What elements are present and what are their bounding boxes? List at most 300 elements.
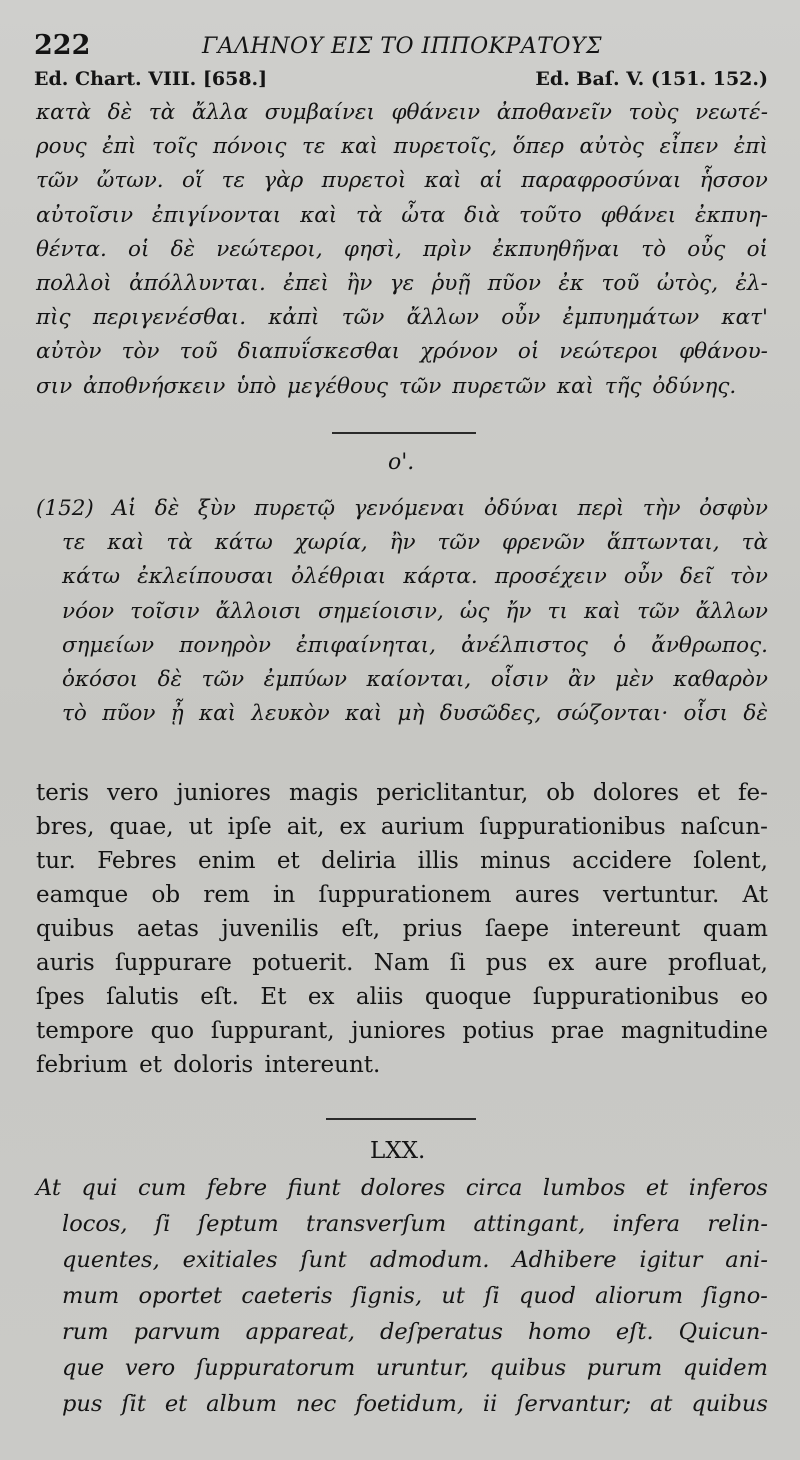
word: φθάνει (600, 202, 677, 228)
word: κἀπὶ (268, 305, 320, 331)
word: rem (203, 882, 250, 908)
word: ſuppurationem (318, 882, 492, 908)
text-line (36, 912, 768, 946)
word: Febres (97, 848, 177, 874)
word: quo (150, 1018, 195, 1044)
word: ſigno- (702, 1283, 768, 1309)
word: juvenilis (221, 916, 319, 942)
word: circa (465, 1175, 523, 1201)
word: auris (36, 950, 95, 976)
word: φρενῶν (501, 530, 585, 556)
word: ſalutis (106, 984, 179, 1010)
word: τὸ (641, 236, 667, 262)
word: οὖν (501, 305, 541, 331)
word: nec (295, 1391, 337, 1417)
word: ſi (449, 950, 466, 976)
word: ἄλλοισι (215, 598, 302, 624)
word: ἄλλα (191, 100, 249, 125)
word: infera (612, 1211, 681, 1237)
word: magnitudine (621, 1018, 768, 1044)
word: ſi (154, 1211, 171, 1237)
word: At (36, 1175, 61, 1201)
word: periclitantur, (376, 780, 529, 806)
word: teris (36, 780, 90, 806)
word: ſuppurationibus (479, 814, 666, 840)
word: ἐμπυημάτων (562, 305, 700, 331)
word: κάτω (62, 564, 121, 590)
text-line (36, 1350, 768, 1386)
word: rum (62, 1319, 109, 1345)
word: ἐμπύων (263, 666, 347, 692)
latin-aphorism (36, 1170, 768, 1422)
word: Αἱ (112, 496, 137, 521)
word: ex (547, 950, 575, 976)
text-line (36, 199, 768, 233)
word: enim (197, 848, 256, 874)
word: caeteris (241, 1283, 333, 1309)
word: dolores (592, 780, 680, 806)
greek-section-number: ο'. (388, 450, 415, 475)
word: ἐπιφαίνηται, (296, 632, 436, 658)
word: τὰ (166, 530, 193, 556)
word: deſperatus (379, 1319, 503, 1345)
word: ἐκλείπουσαι (137, 564, 275, 590)
word: fiunt (287, 1175, 341, 1201)
word: πυρετοὶ (321, 168, 407, 194)
text-line (36, 1278, 768, 1314)
text-line (36, 233, 768, 267)
word: πυρετοῖς, (393, 134, 498, 160)
word: et (645, 1175, 669, 1201)
word: eſt. (200, 984, 239, 1010)
word: ὀσφὺν (699, 496, 768, 521)
word: αἱ (479, 168, 503, 194)
word: quam (702, 916, 768, 942)
edition-references (34, 68, 768, 96)
text-line (36, 980, 768, 1014)
text-line (36, 267, 768, 301)
text-line (36, 878, 768, 912)
word: τοῦ (179, 339, 218, 365)
word: ὡς (459, 598, 490, 624)
word: pus (62, 1391, 103, 1417)
word: τὸ (62, 701, 87, 727)
word: ſi (484, 1283, 500, 1309)
text-line (36, 96, 768, 130)
word: τοὺς (628, 100, 679, 125)
word: ἧσσον (699, 168, 768, 194)
word: ἐπὶ (733, 134, 768, 160)
word: καὶ (424, 168, 462, 194)
word: inferos (688, 1175, 768, 1201)
word: Et (260, 984, 287, 1010)
word: δὲ (170, 236, 196, 262)
word: ἐλ- (735, 270, 768, 296)
word: καὶ (300, 202, 338, 228)
word: ſuppurant, (210, 1018, 335, 1044)
word: πυρετῷ (254, 496, 336, 521)
word: μὲν (615, 666, 654, 692)
word: ἐκπυηθῆναι (492, 236, 621, 262)
word: ἐκ (558, 270, 584, 296)
word: νόον (62, 598, 115, 624)
word: οἷσιν (490, 666, 549, 692)
word: τοῖσιν (130, 598, 200, 624)
word: γὰρ (263, 168, 304, 194)
word: mum (62, 1283, 120, 1309)
word: et (276, 848, 300, 874)
word: exitiales (182, 1247, 278, 1273)
word: potuerit. (252, 950, 354, 976)
word: ſaepe (485, 916, 550, 942)
word: ὤτων. (96, 168, 164, 194)
word: τε (221, 168, 246, 194)
word: Adhibere (512, 1247, 617, 1273)
word: oportet (138, 1283, 223, 1309)
word: ἄλλων (406, 305, 479, 331)
word: ob (546, 780, 575, 806)
word: ii (482, 1391, 498, 1417)
greek-aphorism (36, 492, 768, 731)
text-line (36, 335, 768, 369)
word: τοῦ (601, 270, 640, 296)
word: τὸν (729, 564, 768, 590)
word: ἤν (505, 598, 532, 624)
word: πολλοὶ (36, 270, 112, 296)
word: aure (594, 950, 648, 976)
text-line: σιν ἀποθνήσκειν ὑπὸ μεγέθους τῶν πυρετῶν καὶ τῆς ὀδύνης. (36, 373, 737, 399)
edition-left: Ed. Chart. VIII. [658.] (34, 68, 268, 90)
word: ἢν (346, 270, 373, 296)
word: admodum. (369, 1247, 490, 1273)
word: ſpes (36, 984, 85, 1010)
word: πόνοις (212, 134, 287, 160)
text-line (36, 1242, 768, 1278)
word: οἱ (517, 339, 540, 365)
word: εἶπεν (659, 134, 719, 160)
word: quae, (109, 814, 174, 840)
word: foetidum, (355, 1391, 464, 1417)
word: transverſum (306, 1211, 447, 1237)
word: οἷσι (683, 701, 729, 727)
section-divider (332, 432, 476, 434)
word: naſcun- (680, 814, 768, 840)
word: συμβαίνει (264, 100, 375, 125)
word: δυσῶδες, (439, 701, 542, 727)
word: αὐτοῖσιν (36, 202, 134, 228)
word: λευκὸν (251, 701, 330, 727)
word: σημείοισιν, (317, 598, 444, 624)
word: deliria (321, 848, 397, 874)
word: καὶ (340, 134, 378, 160)
word: ἄνθρωπος. (651, 632, 768, 658)
word: ut (441, 1283, 465, 1309)
word: ὀλέθριαι (291, 564, 387, 590)
word: τῶν (36, 168, 79, 194)
word: igitur (639, 1247, 703, 1273)
word: At (742, 882, 768, 908)
word: illis (417, 848, 459, 874)
page-number: 222 (34, 30, 91, 61)
word: πῦον (102, 701, 156, 727)
word: attingant, (473, 1211, 586, 1237)
word: ſeptum (197, 1211, 279, 1237)
text-line (36, 492, 768, 526)
word: febre (206, 1175, 268, 1201)
word: aliis (355, 984, 404, 1010)
word: ex (339, 814, 366, 840)
word: vero (124, 1355, 176, 1381)
word: potius (462, 1018, 535, 1044)
word: καὶ (345, 701, 383, 727)
word: ſunt (300, 1247, 347, 1273)
text-line (36, 629, 768, 663)
word: περὶ (577, 496, 625, 521)
word: eamque (36, 882, 129, 908)
word: οἱ (128, 236, 150, 262)
text-line (36, 301, 768, 335)
word: aurium (380, 814, 465, 840)
word: κάρτα. (403, 564, 478, 590)
word: quoque (424, 984, 512, 1010)
word: ἐπιγίνονται (151, 202, 282, 228)
edition-right: Ed. Baſ. V. (151. 152.) (535, 68, 768, 90)
word: καὶ (198, 701, 237, 727)
word: ὁ (613, 632, 627, 658)
word: aures (514, 882, 580, 908)
word: ſuppurare (115, 950, 232, 976)
word: lumbos (542, 1175, 626, 1201)
word: ſuppuratorum (195, 1355, 356, 1381)
word: prae (551, 1018, 605, 1044)
word: καὶ (583, 598, 621, 624)
word: θέντα. (36, 236, 107, 262)
text-line (36, 1386, 768, 1422)
text-line (36, 1206, 768, 1242)
text-line (36, 526, 768, 560)
word: Nam (373, 950, 430, 976)
word: νεώτεροι (559, 339, 659, 365)
word: vertuntur. (602, 882, 720, 908)
word: ὁκόσοι (62, 666, 139, 692)
word: ὀδύναι (484, 496, 559, 521)
word: τῶν (201, 666, 245, 692)
word: prius (402, 916, 463, 942)
word: δὲ (154, 496, 180, 521)
word: αὐτὸς (579, 134, 644, 160)
word: ex (307, 984, 335, 1010)
word: καθαρὸν (673, 666, 768, 692)
text-line (36, 844, 768, 878)
word: τὰ (148, 100, 176, 125)
word: τοῦτο (518, 202, 582, 228)
word: pus (485, 950, 528, 976)
word: appareat, (245, 1319, 355, 1345)
word: ἐκπυη- (695, 202, 768, 228)
text-line (36, 697, 768, 731)
running-title: ΓΑΛΗΝΟΥ ΕΙΣ ΤΟ ΙΠΠΟΚΡΑΤΟΥΣ (202, 34, 603, 59)
word: οἱ (746, 236, 768, 262)
word: καὶ (107, 530, 145, 556)
word: τῶν (341, 305, 385, 331)
word: ὅπερ (512, 134, 564, 160)
word: quidem (682, 1355, 768, 1381)
word: magis (288, 780, 359, 806)
word: in (273, 882, 296, 908)
word: profluat, (667, 950, 768, 976)
word: quentes, (62, 1247, 160, 1273)
word: album (206, 1391, 277, 1417)
word: eſt, (341, 916, 381, 942)
text-line (36, 130, 768, 164)
word: τῶν (637, 598, 680, 624)
word: homo (527, 1319, 591, 1345)
word: ſit (121, 1391, 146, 1417)
word: et (164, 1391, 188, 1417)
word: ἐπεὶ (283, 270, 329, 296)
word: ἀνέλπιστος (461, 632, 588, 658)
word: διαπυΐσκεσθαι (237, 339, 401, 365)
word: πρὶν (423, 236, 472, 262)
word: αὐτὸν (36, 339, 102, 365)
word: ξὺν (197, 496, 236, 521)
word: vero (107, 780, 159, 806)
word: parvum (133, 1319, 221, 1345)
text-line (36, 595, 768, 629)
word: aetas (136, 916, 199, 942)
word: locos, (62, 1211, 128, 1237)
word: καίονται, (366, 666, 472, 692)
word: γε (389, 270, 415, 296)
word: κατ' (721, 305, 768, 331)
text-line (36, 663, 768, 697)
text-line (36, 776, 768, 810)
section-divider (326, 1118, 476, 1120)
word: ἂν (567, 666, 596, 692)
word: dolores (361, 1175, 446, 1201)
text-line (36, 1170, 768, 1206)
word: ἢν (389, 530, 416, 556)
word: διὰ (464, 202, 501, 228)
word: minus (480, 848, 551, 874)
latin-commentary (36, 776, 768, 1082)
word: ὠτὸς, (656, 270, 719, 296)
word: δὲ (743, 701, 768, 727)
word: παραφροσύναι (521, 168, 682, 194)
word: quibus (489, 1355, 567, 1381)
word: οὖς (687, 236, 726, 262)
word: ſignis, (351, 1283, 423, 1309)
text-line (36, 810, 768, 844)
word: σώζονται· (556, 701, 669, 727)
word: ἀποθανεῖν (496, 100, 612, 125)
word: φθάνου- (679, 339, 768, 365)
word: κάτω (214, 530, 273, 556)
word: προσέχειν (494, 564, 607, 590)
word: τε (62, 530, 86, 556)
word: σημείων (62, 632, 155, 658)
greek-commentary (36, 96, 768, 404)
word: Quicun- (678, 1319, 768, 1345)
word: juniores (351, 1018, 446, 1044)
word: τὴν (642, 496, 681, 521)
word: τι (547, 598, 568, 624)
text-line (36, 164, 768, 198)
word: et (697, 780, 720, 806)
word: περιγενέσθαι. (92, 305, 247, 331)
word: φησὶ, (343, 236, 402, 262)
word: πὶς (36, 305, 71, 331)
word: τὰ (356, 202, 383, 228)
word: cum (137, 1175, 187, 1201)
word: eo (740, 984, 768, 1010)
word: φθάνειν (391, 100, 481, 125)
word: χρόνον (420, 339, 498, 365)
word: γενόμεναι (353, 496, 466, 521)
text-line (36, 1314, 768, 1350)
page-header (32, 30, 768, 66)
word: tur. (36, 848, 76, 874)
text-line: febrium et doloris intereunt. (36, 1052, 381, 1078)
word: qui (81, 1175, 118, 1201)
word: τε (301, 134, 326, 160)
word: κατὰ (36, 100, 92, 125)
word: ᾖ (170, 701, 184, 727)
word: ait, (286, 814, 325, 840)
word: aliorum (595, 1283, 684, 1309)
word: juniores (176, 780, 271, 806)
word: ὦτα (401, 202, 446, 228)
word: uruntur, (375, 1355, 470, 1381)
word: ipſe (227, 814, 272, 840)
word: δὲ (157, 666, 183, 692)
word: ρους (36, 134, 87, 160)
word: quibus (36, 916, 115, 942)
word: πῦον (487, 270, 541, 296)
word: οὖν (623, 564, 663, 590)
word: ἀπόλλυνται. (129, 270, 266, 296)
word: tempore (36, 1018, 134, 1044)
latin-section-number: LXX. (370, 1138, 426, 1164)
word: οἵ (181, 168, 204, 194)
word: ἄλλων (695, 598, 768, 624)
word: ſervantur; (516, 1391, 632, 1417)
word: νεωτέ- (695, 100, 768, 125)
word: relin- (707, 1211, 768, 1237)
word: ἅπτωνται, (606, 530, 720, 556)
word: τὰ (741, 530, 768, 556)
text-line (36, 1014, 768, 1048)
word: ani- (725, 1247, 768, 1273)
word: ſolent, (693, 848, 768, 874)
word: χωρία, (294, 530, 368, 556)
word: τοῖς (151, 134, 198, 160)
word: τῶν (437, 530, 481, 556)
word: fe- (738, 780, 768, 806)
word: ut (188, 814, 213, 840)
text-line (36, 560, 768, 594)
word: quibus (691, 1391, 768, 1417)
word: purum (586, 1355, 663, 1381)
word: ob (151, 882, 181, 908)
word: ῥυῇ (431, 270, 471, 296)
word: τὸν (121, 339, 160, 365)
word: (152) (36, 496, 94, 521)
word: πονηρὸν (179, 632, 271, 658)
word: νεώτεροι, (216, 236, 323, 262)
word: δεῖ (680, 564, 713, 590)
word: δὲ (107, 100, 133, 125)
